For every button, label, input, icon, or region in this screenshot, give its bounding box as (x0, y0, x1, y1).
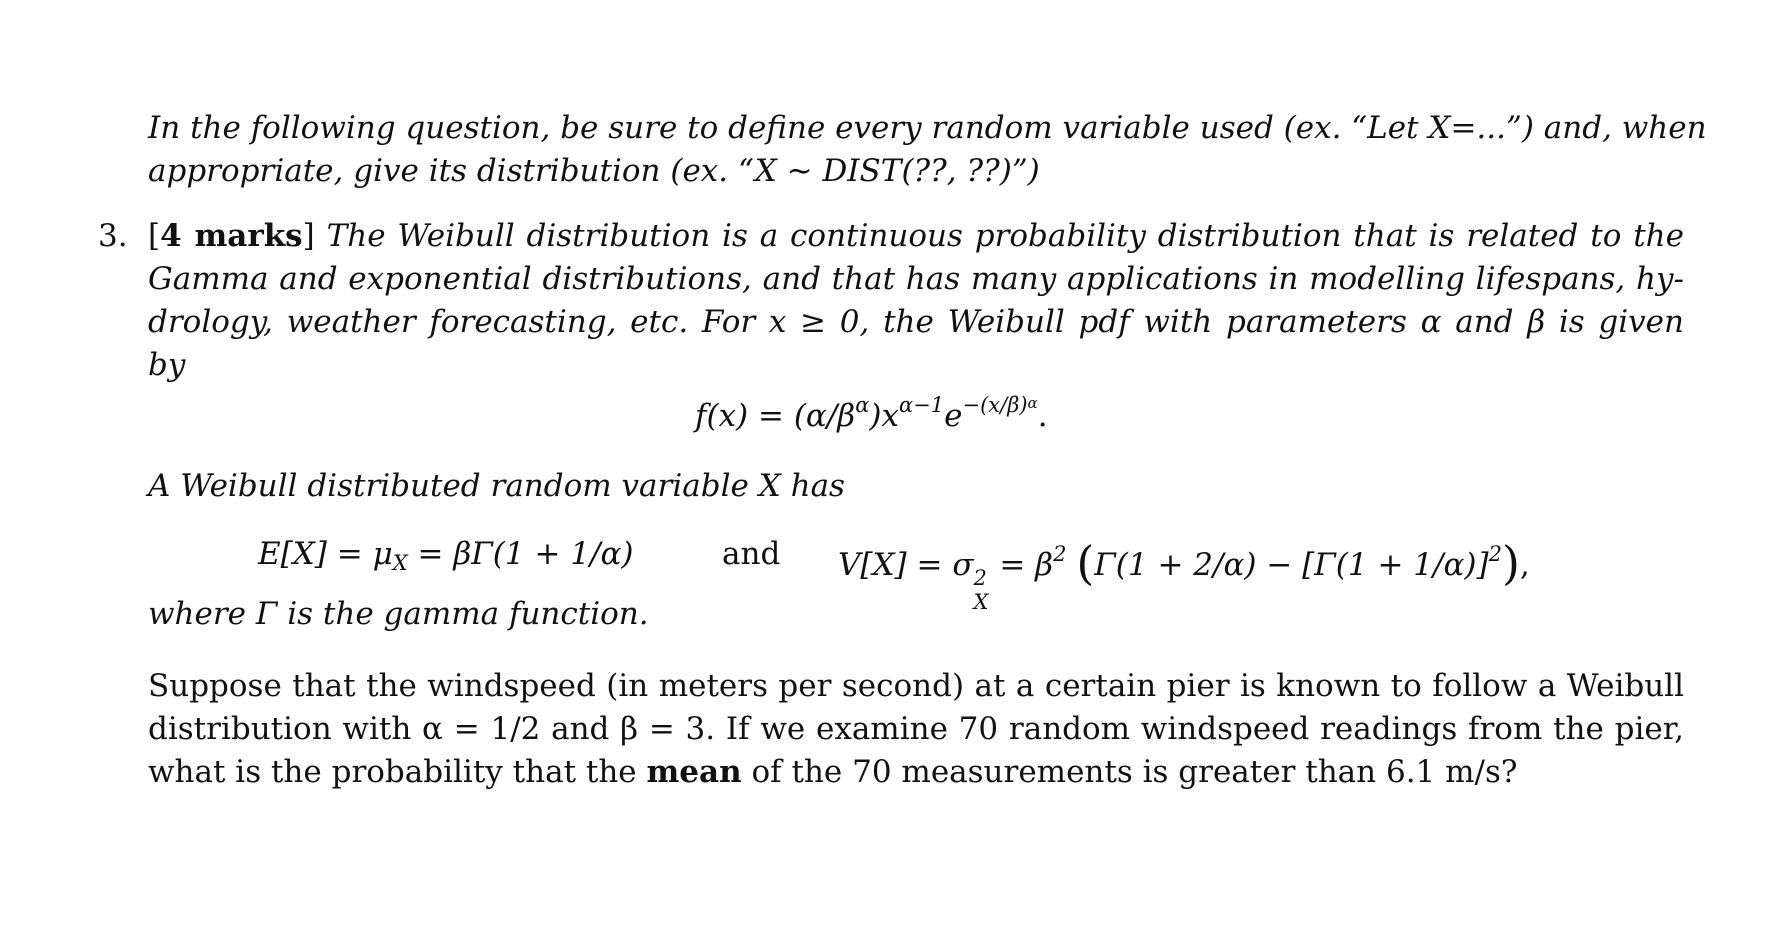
and-word: and (722, 536, 781, 572)
question-line-3: drology, weather forecasting, etc. For x ≥ 0, the Weibull pdf with parameters α and β is given (148, 304, 1684, 340)
instructions-line-1: In the following question, be sure to define every random variable used (ex. “Let X=...”) and, when (148, 110, 1707, 146)
variance-equation: V[X] = σ 2 X = $\beta^2$ $(\Gamma(1 + 2/\alpha) - [\Gamma(1 + 1/\alpha)]^2)$, (838, 536, 1530, 614)
problem-line-1: Suppose that the windspeed (in meters per second) at a certain pier is known to follow a Weibull (148, 668, 1684, 704)
problem-line-2: distribution with α = 1/2 and β = 3. If we examine 70 random windspeed readings from the pier, (148, 711, 1684, 747)
question-text-1: The Weibull distribution is a continuous probability distribution that is related to the (326, 218, 1684, 254)
mean-equation: $E[X] = \mu_X = \beta\Gamma(1 + 1/\alpha)$ (258, 536, 634, 575)
gamma-function-line: where Γ is the gamma function. (148, 596, 649, 632)
marks-badge: [4 marks] (148, 218, 315, 254)
weibull-variable-line: A Weibull distributed random variable X has (148, 468, 845, 504)
mean-emphasis: mean (646, 754, 742, 790)
question-line-4: by (148, 347, 186, 383)
question-line-1 (148, 215, 1684, 257)
instructions-line-2: appropriate, give its distribution (ex. “X ∼ DIST(??, ??)”) (148, 153, 1040, 189)
pdf-equation: $f(x) = (\alpha/\beta^\alpha)x^{\alpha-1}e^{-(x/\beta)\alpha}$. (695, 393, 1048, 434)
question-line-2: Gamma and exponential distributions, and that has many applications in modelling lifespans, hy- (148, 261, 1684, 297)
problem-line-3: what is the probability that the mean of the 70 measurements is greater than 6.1 m/s? (148, 754, 1518, 790)
question-number: 3. (98, 218, 128, 254)
